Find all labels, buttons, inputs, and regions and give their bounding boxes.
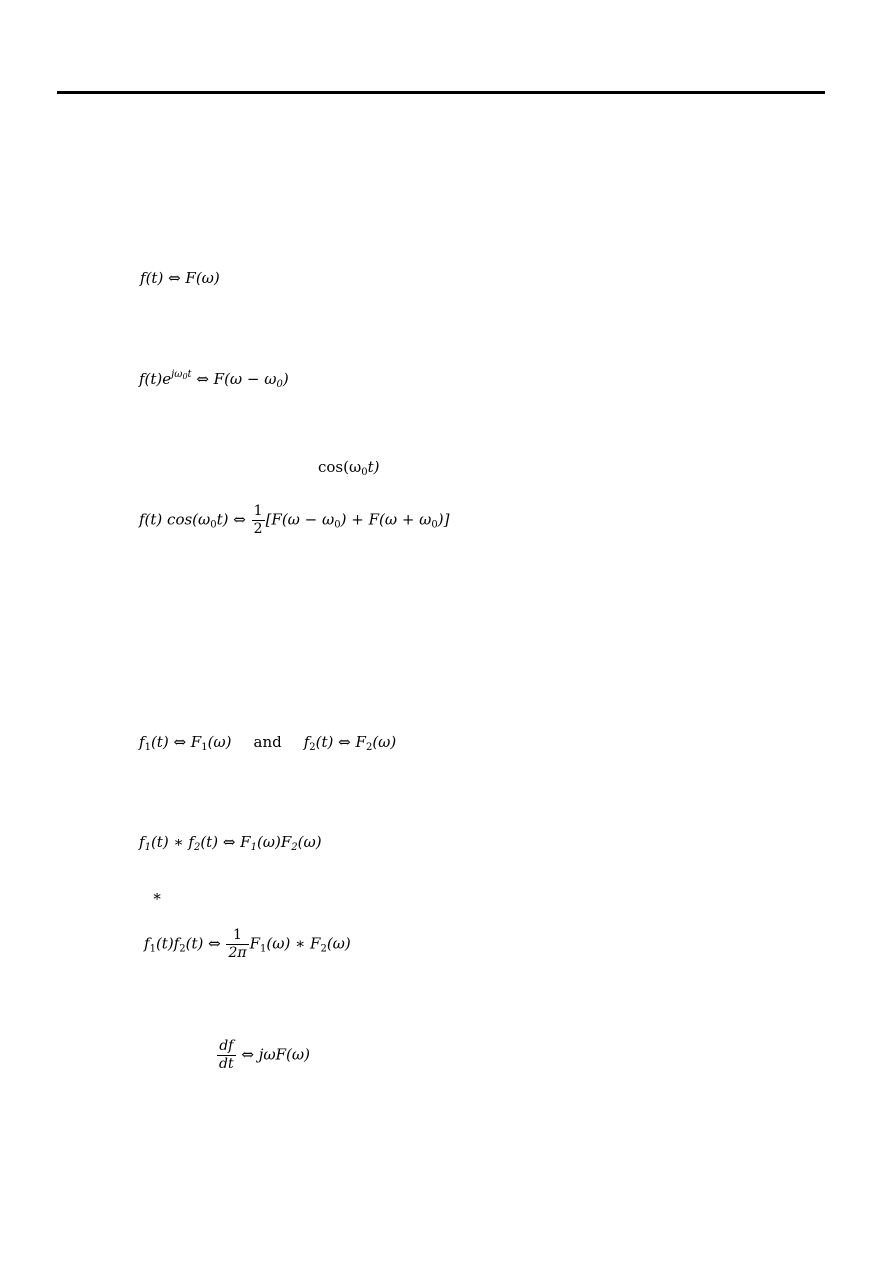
df-dt-fraction: $\frac{df}{dt}$ — [219, 1038, 234, 1072]
fourier-pair-formula: f(t) ⇔ F(ω) — [140, 269, 220, 287]
one-half-fraction: $\frac{1}{2}$ — [253, 503, 263, 537]
one-over-two-pi-fraction: $\frac{1}{2\pi}$ — [228, 927, 247, 961]
header-rule — [57, 91, 825, 94]
convolution-formula: $f_1(t)$ ∗ $f_2(t)$ ⇔ $F_1(\omega)F_2(\omega)$ — [139, 833, 322, 853]
cosine-label: $\cos(\omega_0t)$ — [318, 458, 380, 478]
modulation-formula: f(t) $\cos(\omega_0t)$ ⇔ $\frac{1}{2}$ $[F(\omega - \omega_0) + F(\omega + \omega_0)]$ — [139, 503, 450, 537]
frequency-shift-formula: $f(t)e^{j\omega_0t}$ ⇔ $F(\omega - \omega_0)$ — [139, 369, 289, 390]
multiplication-formula: $f_1(t)f_2(t)$ ⇔ $\frac{1}{2\pi}$ $F_1(\omega)$ ∗ $F_2(\omega)$ — [144, 927, 351, 961]
convolution-star-symbol: ∗ — [152, 887, 163, 905]
transform-pairs-formula: $f_1(t)$ ⇔ $F_1(\omega)$ and $f_2(t)$ ⇔ $F_2(\omega)$ — [139, 733, 397, 753]
derivative-formula: $\frac{df}{dt}$ ⇔ jωF(ω) — [219, 1038, 310, 1072]
